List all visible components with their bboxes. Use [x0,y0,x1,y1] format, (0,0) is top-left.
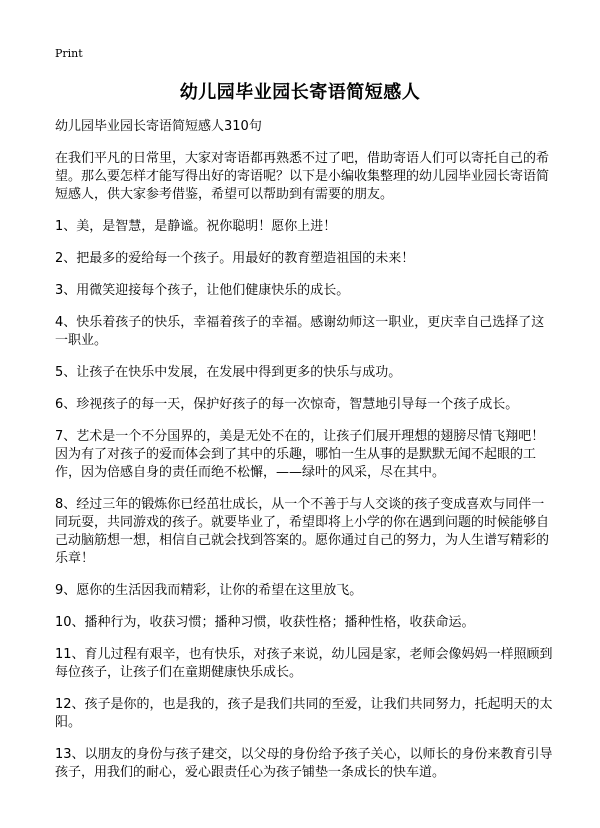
list-item: 9、愿你的生活因我而精彩，让你的希望在这里放飞。 [55,583,363,598]
list-item: 2、把最多的爱给每一个孩子。用最好的教育塑造祖国的未来！ [55,251,415,266]
print-link[interactable]: Print [55,47,83,60]
document-body [55,118,555,796]
page-title: 幼儿园毕业园长寄语简短感人 [179,82,421,103]
list-item: 3、用微笑迎接每个孩子，让他们健康快乐的成长。 [55,283,350,298]
list-item: 12、孩子是你的，也是我的，孩子是我们共同的至爱，让我们共同努力，托起明天的太阳。 [55,697,553,730]
document-subtitle: 幼儿园毕业园长寄语简短感人310句 [55,119,262,134]
list-item: 1、美，是智慧，是静谧。祝你聪明！愿你上进！ [55,219,337,234]
list-item: 11、育儿过程有艰辛，也有快乐，对孩子来说，幼儿园是家，老师会像妈妈一样照顾到每位孩子，让孩子们在童期健康快乐成长。 [55,647,553,680]
list-item: 6、珍视孩子的每一天，保护好孩子的每一次惊奇，智慧地引导每一个孩子成长。 [55,397,519,412]
list-item: 13、以朋友的身份与孩子建交，以父母的身份给予孩子关心，以师长的身份来教育引导孩子，用我们的耐心，爱心跟责任心为孩子铺垫一条成长的快车道。 [55,747,553,780]
intro-paragraph: 在我们平凡的日常里，大家对寄语都再熟悉不过了吧，借助寄语人们可以寄托自己的希望。那么要怎样才能写得出好的寄语呢？以下是小编收集整理的幼儿园毕业园长寄语简短感人，供大家参考借鉴，希望可以帮助到有需要的朋友。 [55,151,550,202]
list-item: 10、播种行为，收获习惯；播种习惯，收获性格；播种性格，收获命运。 [55,615,475,630]
list-item: 7、艺术是一个不分国界的，美是无处不在的，让孩子们展开理想的翅膀尽情飞翔吧！因为有了对孩子的爱而体会到了其中的乐趣，哪怕一生从事的是默默无闻不起眼的工作，因为倍感自身的责任而绝不松懈，——绿叶的风采，尽在其中。 [55,429,545,480]
list-item: 8、经过三年的锻炼你已经茁壮成长，从一个不善于与人交谈的孩子变成喜欢与同伴一同玩耍，共同游戏的孩子。就要毕业了，希望即将上小学的你在遇到问题的时候能够自己动脑筋想一想，相信自己就会找到答案的。愿你通过自己的努力，为人生谱写精彩的乐章！ [55,497,550,566]
list-item: 4、快乐着孩子的快乐，幸福着孩子的幸福。感谢幼师这一职业，更庆幸自己选择了这一职业。 [55,315,545,348]
list-item: 5、让孩子在快乐中发展，在发展中得到更多的快乐与成功。 [55,365,402,380]
